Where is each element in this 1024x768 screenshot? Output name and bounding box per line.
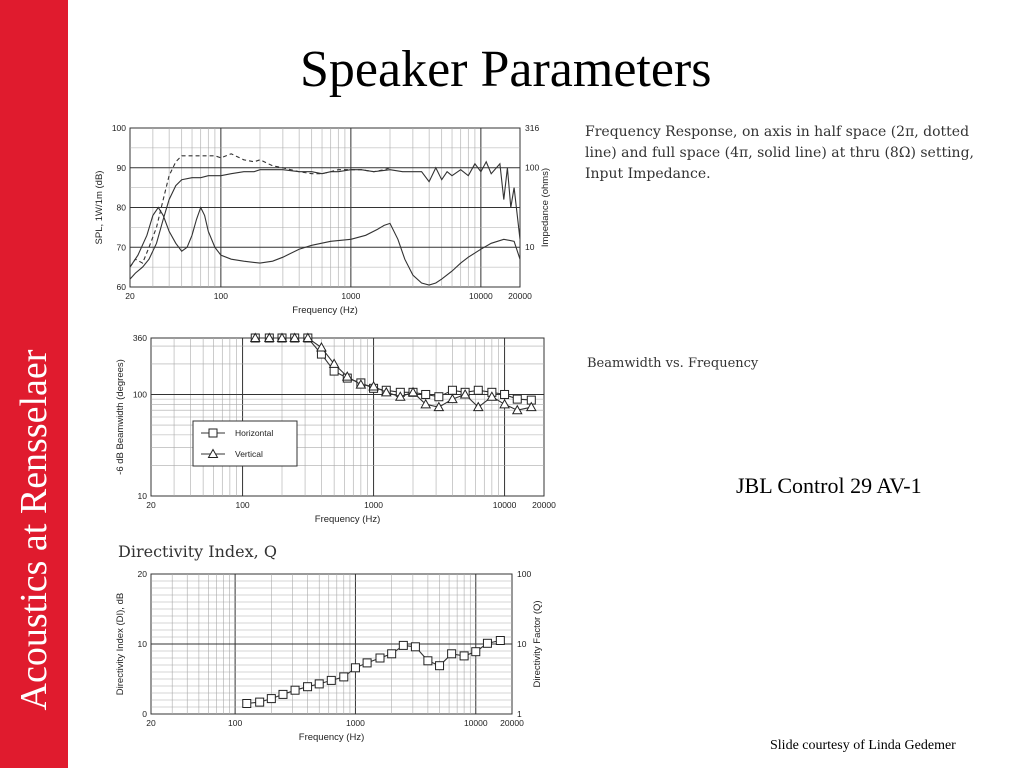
x-tick-label: 20000	[500, 718, 524, 728]
data-point-square	[351, 664, 359, 672]
data-point-square	[267, 695, 275, 703]
y-tick-label: 100	[111, 123, 126, 133]
y-tick-label: 70	[116, 242, 126, 253]
page-title: Speaker Parameters	[300, 41, 712, 98]
y-right-tick-label: 1	[517, 709, 522, 719]
sidebar-text: Acoustics at Rensselaer	[13, 349, 55, 711]
legend-label: Horizontal	[235, 428, 274, 438]
data-point-square	[424, 657, 432, 665]
data-point-square	[279, 690, 287, 698]
data-point-square	[472, 648, 480, 656]
y-tick-label: 80	[116, 202, 126, 213]
y-tick-label: 0	[142, 709, 147, 719]
x-tick-label: 10000	[492, 500, 517, 510]
credit-label: Slide courtesy of Linda Gedemer	[770, 738, 956, 753]
y-tick-label: 90	[116, 162, 126, 173]
y-right-tick-label: 10	[517, 639, 527, 649]
caption-directivity: Directivity Index, Q	[118, 542, 277, 561]
x-tick-label: 20000	[532, 500, 556, 510]
x-tick-label: 20	[146, 500, 156, 510]
data-point-square	[376, 654, 384, 662]
data-point-square	[340, 673, 348, 681]
x-axis-label: Frequency (Hz)	[298, 732, 365, 743]
data-point-square	[327, 676, 335, 684]
y-axis-label: Directivity Index (DI), dB	[115, 592, 126, 696]
y-right-tick-label: 10	[525, 242, 535, 253]
y-tick-label: 10	[137, 639, 147, 649]
x-tick-label: 1000	[345, 718, 365, 728]
caption-beamwidth: Beamwidth vs. Frequency	[587, 356, 759, 371]
data-point-square	[483, 639, 491, 647]
x-tick-label: 20	[146, 718, 156, 728]
x-tick-label: 100	[228, 718, 243, 728]
x-axis-label: Frequency (Hz)	[314, 514, 381, 525]
y-right-axis-label: Impedance (ohms)	[540, 167, 551, 248]
x-tick-label: 1000	[364, 500, 384, 510]
data-point-square	[411, 643, 419, 651]
x-tick-label: 100	[235, 500, 250, 510]
x-tick-label: 100	[213, 291, 228, 301]
y-axis-label: -6 dB Beamwidth (degrees)	[115, 359, 126, 475]
y-right-axis-label: Directivity Factor (Q)	[532, 600, 543, 688]
data-point-square	[460, 652, 468, 660]
x-tick-label: 20000	[508, 291, 532, 301]
data-point-square	[363, 659, 371, 667]
y-right-tick-label: 100	[525, 162, 540, 173]
data-point-square	[315, 680, 323, 688]
model-label: JBL Control 29 AV-1	[736, 473, 922, 498]
y-right-tick-label: 316	[525, 123, 540, 133]
y-tick-label: 20	[137, 569, 147, 579]
y-tick-label: 60	[116, 282, 126, 292]
y-right-tick-label: 100	[517, 569, 532, 579]
data-point-square	[291, 686, 299, 694]
x-tick-label: 10000	[463, 718, 488, 728]
x-tick-label: 1000	[341, 291, 361, 301]
x-axis-label: Frequency (Hz)	[292, 305, 358, 316]
x-tick-label: 10000	[469, 291, 493, 301]
y-tick-label: 100	[132, 389, 147, 400]
data-point-square	[388, 650, 396, 658]
x-tick-label: 20	[125, 291, 135, 301]
data-point-square	[399, 641, 407, 649]
data-point-square	[448, 650, 456, 658]
data-point-square	[243, 700, 251, 708]
caption-frequency-response: Frequency Response, on axis in half space (2π, dotted line) and full space (4π, solid line) at thru (8Ω) setting, Input Impedance.	[585, 124, 974, 182]
data-point-square	[436, 662, 444, 670]
legend-label: Vertical	[235, 449, 263, 459]
data-point-square	[496, 637, 504, 645]
y-tick-label: 360	[132, 333, 147, 343]
y-axis-label: SPL, 1W/1m (dB)	[94, 170, 105, 245]
y-tick-label: 10	[137, 491, 147, 501]
data-point-square	[304, 683, 312, 691]
data-point-square	[256, 698, 264, 706]
